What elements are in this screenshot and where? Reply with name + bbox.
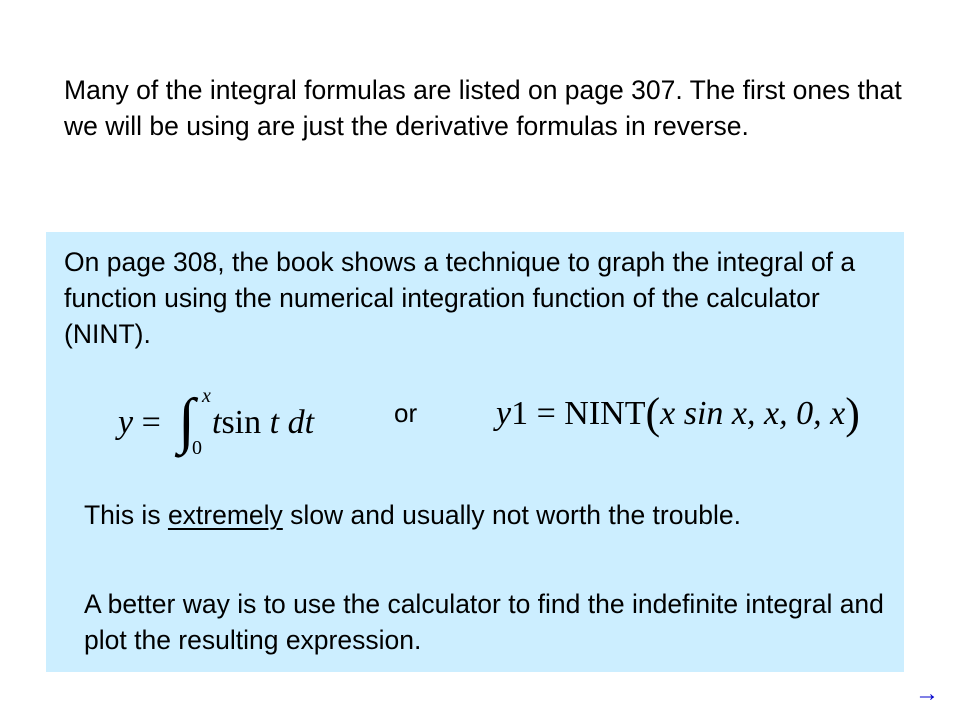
equation-lhs: y = bbox=[118, 404, 161, 441]
or-connector: or bbox=[394, 398, 418, 428]
integral-sign: ∫ bbox=[178, 387, 195, 455]
integral-lower-limit: 0 bbox=[192, 437, 202, 459]
better-way-text: A better way is to use the calculator to find the indefinite integral and plot the resulting expression. bbox=[84, 589, 884, 655]
emphasis-word: extremely bbox=[167, 500, 283, 530]
integral-upper-limit: x bbox=[202, 385, 211, 407]
next-slide-button[interactable] bbox=[910, 680, 944, 708]
nint-equation: y1 = NINT(x sin x, x, 0, x) bbox=[496, 389, 860, 438]
intro-paragraph: Many of the integral formulas are listed on page 307. The first ones that we will be using are just the derivative formulas in reverse. bbox=[64, 75, 902, 141]
right-arrow-icon: → bbox=[915, 680, 939, 707]
nint-technique-paragraph: On page 308, the book shows a technique to graph the integral of a function using the numerical integration function of the calculator (NINT). bbox=[64, 247, 856, 349]
highlight-panel bbox=[46, 232, 904, 672]
integrand: tsin t dt bbox=[212, 404, 315, 441]
slow-warning-text: This is extremely slow and usually not worth the trouble. bbox=[84, 500, 741, 530]
